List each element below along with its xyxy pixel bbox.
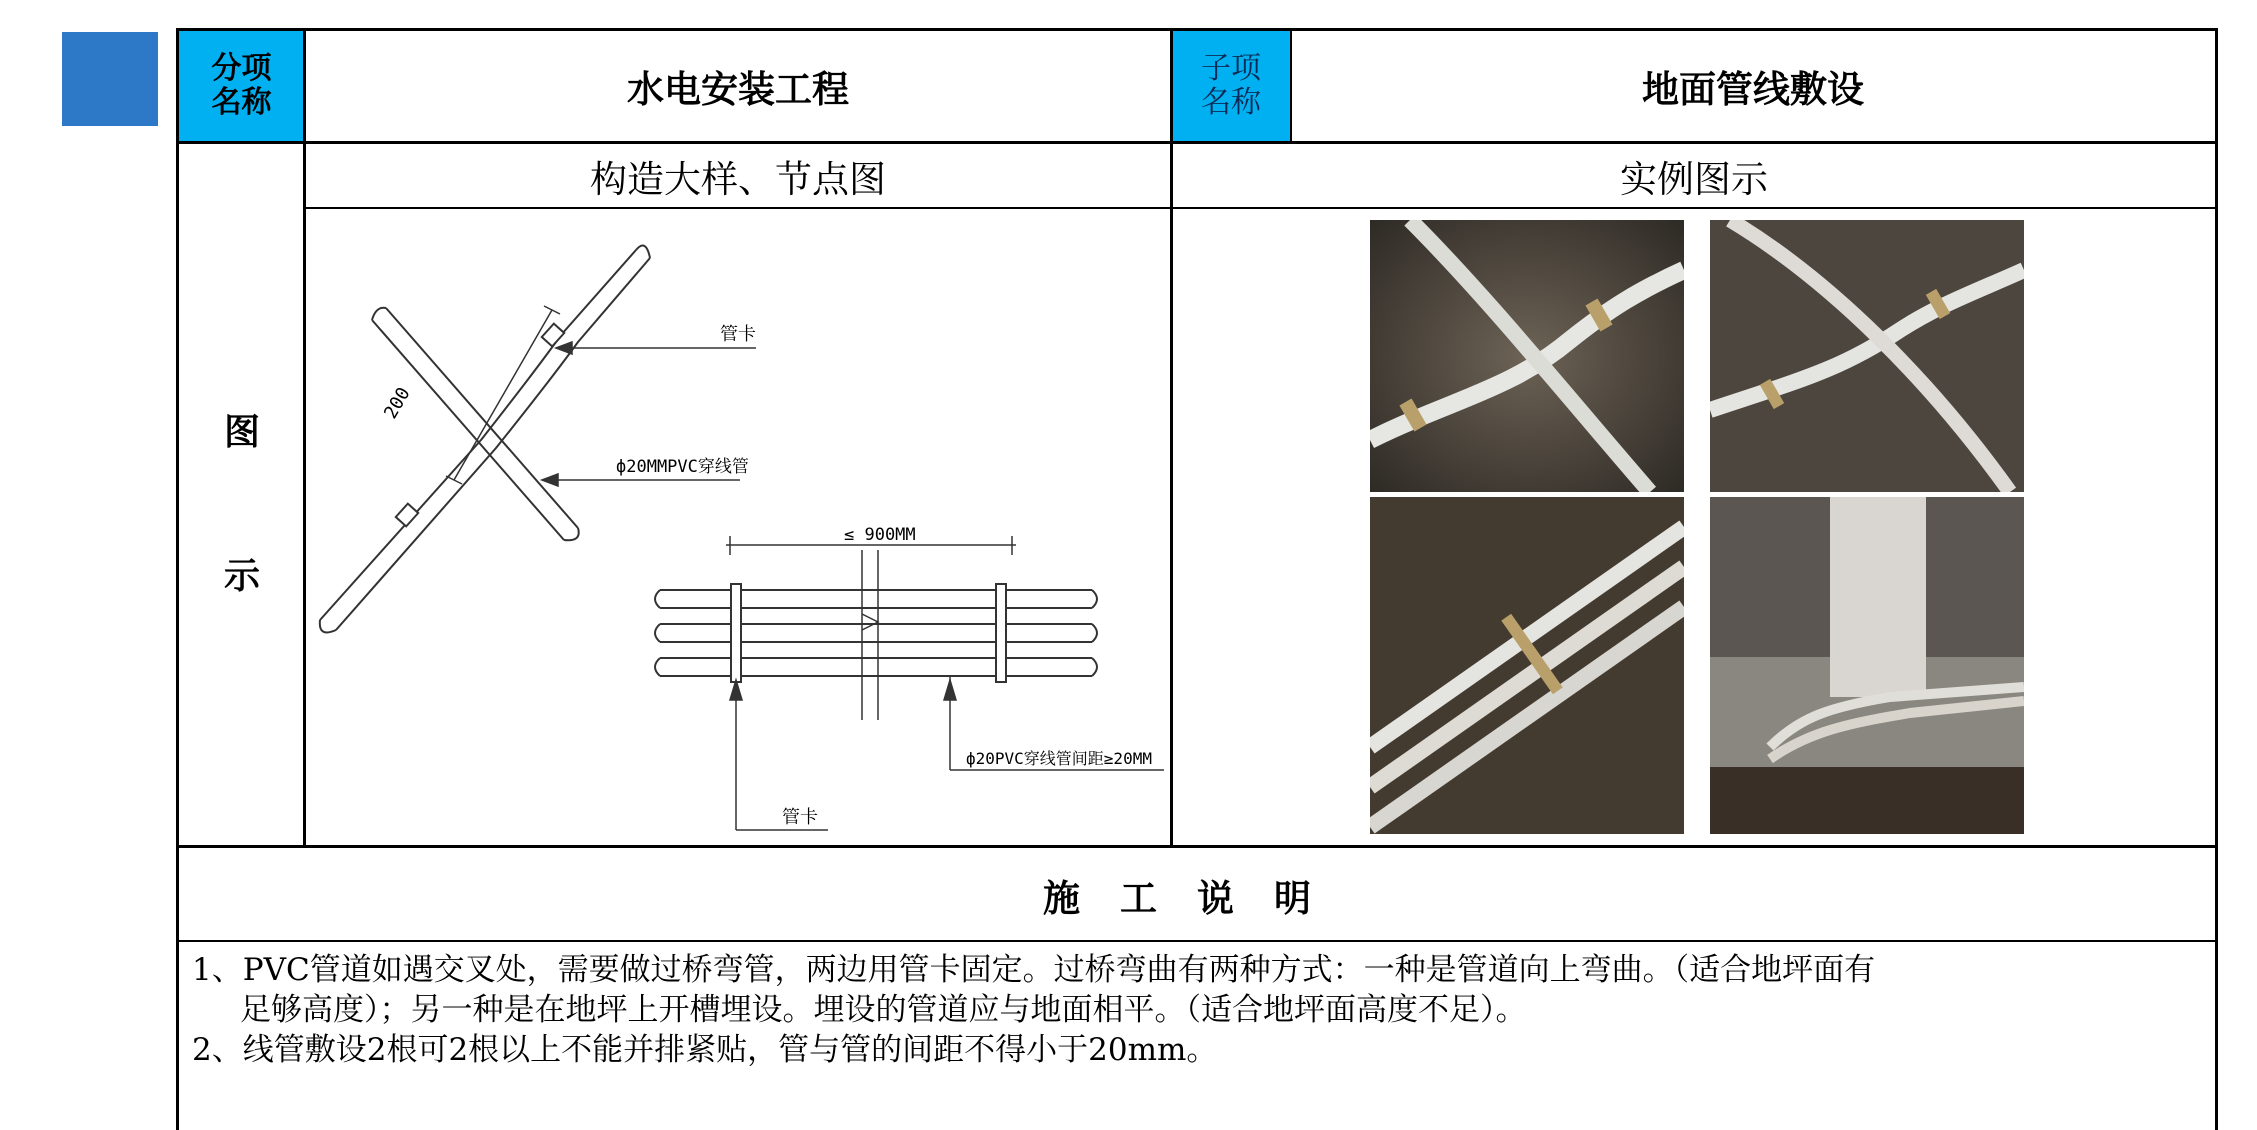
- photo-pipe-crossing-1: [1370, 220, 1684, 492]
- note-line-1: 1、PVC管道如遇交叉处，需要做过桥弯管，两边用管卡固定。过桥弯曲有两种方式：一种是管道向上弯曲。（适合地坪面有: [192, 952, 1876, 988]
- spacing-label: ≤ 900MM: [844, 525, 916, 545]
- clamp-label-bottom: 管卡: [782, 807, 818, 828]
- construction-notes-title: 施工说明: [1043, 876, 1351, 920]
- header-title-subitem: 地面管线敷设: [1642, 68, 1864, 111]
- note-line-2: 2、线管敷设2根可2根以上不能并排紧贴，管与管的间距不得小于20mm。: [192, 1032, 1218, 1068]
- header-label-category-line1: 分项: [211, 51, 272, 86]
- dim-200-label: 200: [380, 383, 415, 423]
- parallel-pipe-2: [660, 624, 1092, 642]
- construction-notes-body: [192, 950, 2202, 1070]
- side-label-figure: 图: [224, 412, 261, 453]
- note-line-1-continued: 足够高度）；另一种是在地坪上开槽埋设。埋设的管道应与地面相平。（适合地坪面高度不足）。: [240, 992, 1527, 1028]
- clamp-label-top: 管卡: [720, 324, 756, 345]
- header-title-category: 水电安装工程: [627, 68, 849, 111]
- bridge-bend-pipe: [320, 250, 650, 630]
- parallel-pipe-3: [660, 658, 1092, 676]
- photo-parallel-pipes: [1370, 497, 1684, 834]
- parallel-pipe-1: [660, 590, 1092, 608]
- photo-wall-pipes: [1710, 497, 2024, 834]
- header-label-subitem-line2: 名称: [1201, 85, 1261, 120]
- side-label-show: 示: [224, 556, 261, 597]
- photo-heading: 实例图示: [1620, 158, 1768, 201]
- header-label-category-line2: 名称: [211, 85, 272, 120]
- pipe-gap-label: ф20PVC穿线管间距≥20MM: [966, 749, 1152, 768]
- photo-pipe-crossing-2: [1710, 220, 2024, 492]
- header-label-subitem-line1: 子项: [1201, 51, 1261, 86]
- diagram-heading: 构造大样、节点图: [590, 158, 886, 201]
- pipe-spec-label: ф20MMPVC穿线管: [616, 457, 749, 477]
- construction-detail-drawing: [306, 210, 1170, 844]
